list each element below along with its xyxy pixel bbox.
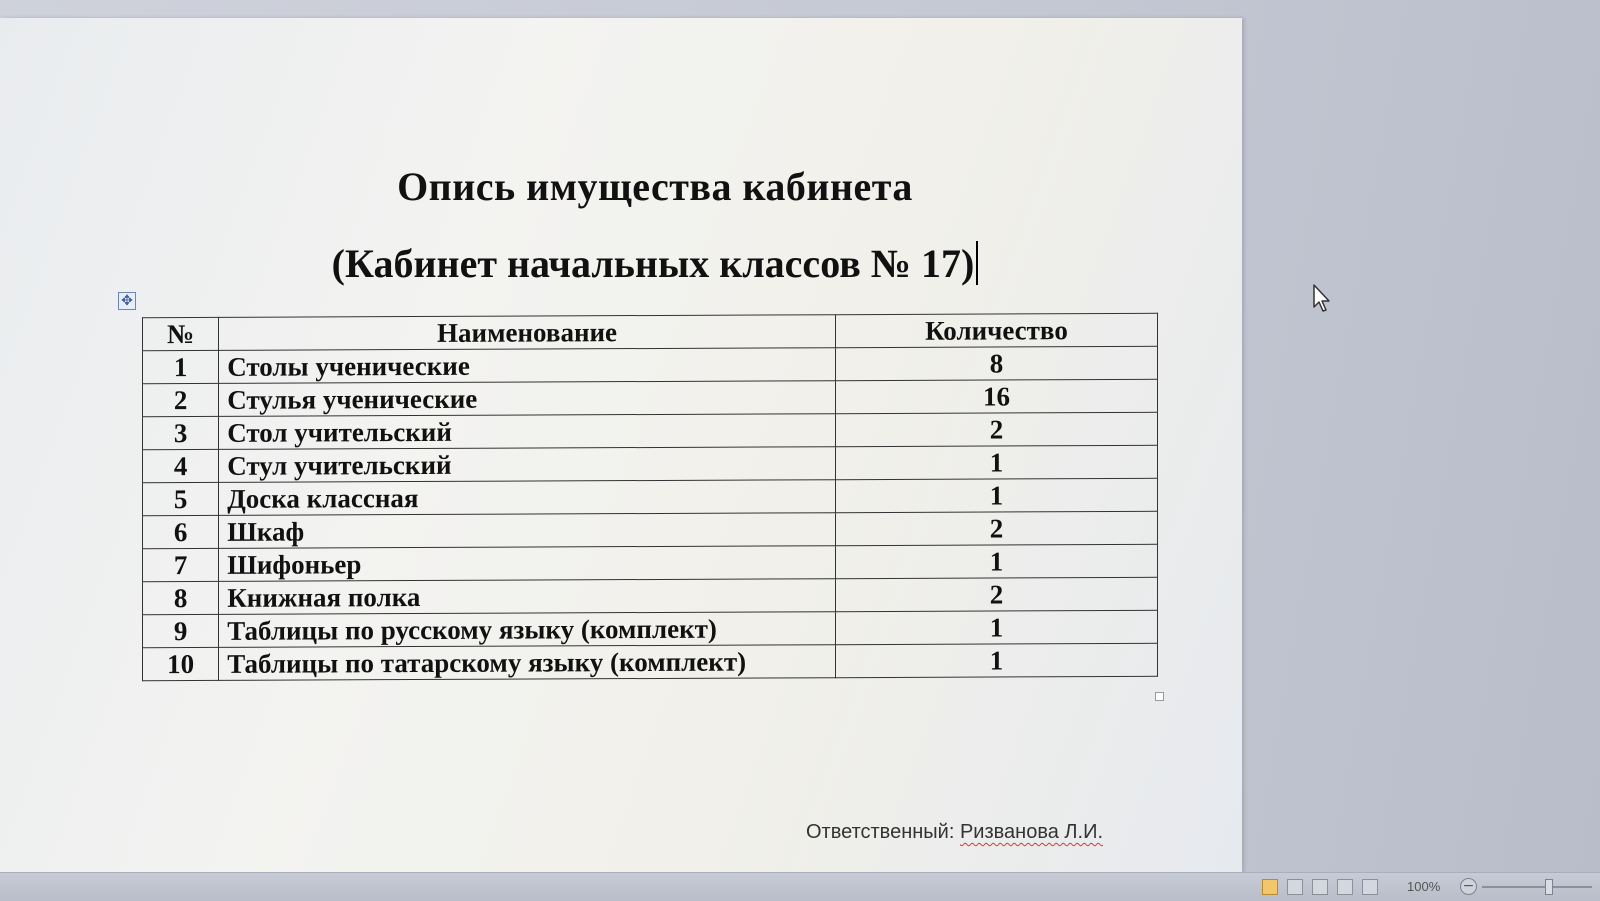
row-number[interactable]: 10 bbox=[143, 647, 219, 680]
row-number[interactable]: 1 bbox=[143, 350, 219, 383]
zoom-slider-track[interactable] bbox=[1482, 886, 1592, 888]
table-row bbox=[143, 445, 1158, 482]
row-quantity[interactable]: 2 bbox=[835, 412, 1157, 446]
row-name[interactable]: Шифоньер bbox=[219, 546, 836, 582]
move-cross-icon[interactable]: ✥ bbox=[118, 292, 136, 310]
document-subtitle-text: (Кабинет начальных классов № 17) bbox=[331, 241, 975, 286]
row-number[interactable]: 7 bbox=[143, 548, 219, 581]
row-quantity[interactable]: 16 bbox=[835, 379, 1157, 413]
row-name[interactable]: Книжная полка bbox=[219, 579, 836, 615]
row-name[interactable]: Доска классная bbox=[219, 480, 836, 516]
table-row bbox=[143, 379, 1158, 416]
row-number[interactable]: 4 bbox=[143, 449, 219, 482]
table-row bbox=[143, 577, 1158, 614]
document-subtitle bbox=[0, 240, 1310, 287]
row-name[interactable]: Шкаф bbox=[219, 513, 836, 549]
row-name[interactable]: Столы ученические bbox=[219, 348, 836, 384]
row-quantity[interactable]: 8 bbox=[835, 346, 1157, 380]
web-layout-view-button[interactable] bbox=[1312, 879, 1328, 895]
table-row bbox=[143, 511, 1158, 548]
table-row bbox=[143, 478, 1158, 515]
row-number[interactable]: 8 bbox=[143, 581, 219, 614]
row-name[interactable]: Таблицы по русскому языку (комплект) bbox=[219, 612, 836, 648]
row-name[interactable]: Стул учительский bbox=[219, 447, 836, 483]
row-quantity[interactable]: 1 bbox=[835, 610, 1157, 644]
row-number[interactable]: 3 bbox=[143, 416, 219, 449]
row-quantity[interactable]: 1 bbox=[835, 544, 1157, 578]
row-number[interactable]: 5 bbox=[143, 482, 219, 515]
zoom-level[interactable]: 100% bbox=[1407, 879, 1441, 894]
table-row bbox=[143, 544, 1158, 581]
header-number: № bbox=[143, 317, 219, 350]
outline-view-button[interactable] bbox=[1337, 879, 1353, 895]
header-quantity: Количество bbox=[835, 313, 1157, 347]
table-row bbox=[143, 412, 1158, 449]
text-caret bbox=[976, 241, 978, 285]
status-bar bbox=[0, 872, 1600, 901]
document-title: Опись имущества кабинета bbox=[397, 164, 913, 209]
inventory-table bbox=[142, 313, 1158, 681]
row-name[interactable]: Стол учительский bbox=[219, 414, 836, 450]
draft-view-button[interactable] bbox=[1362, 879, 1378, 895]
full-screen-reading-view-button[interactable] bbox=[1287, 879, 1303, 895]
row-quantity[interactable]: 1 bbox=[835, 445, 1157, 479]
row-name[interactable]: Таблицы по татарскому языку (комплект) bbox=[219, 645, 836, 681]
table-row bbox=[143, 346, 1158, 383]
print-layout-view-button[interactable] bbox=[1262, 879, 1278, 895]
document-page[interactable] bbox=[0, 18, 1242, 873]
row-quantity[interactable]: 2 bbox=[835, 511, 1157, 545]
zoom-slider-thumb[interactable] bbox=[1545, 879, 1553, 895]
responsible-label: Ответственный: bbox=[806, 821, 955, 843]
row-number[interactable]: 2 bbox=[143, 383, 219, 416]
responsible-line bbox=[806, 821, 1103, 844]
responsible-name: Ризванова Л.И. bbox=[959, 821, 1104, 843]
row-number[interactable]: 9 bbox=[143, 614, 219, 647]
table-resize-handle[interactable] bbox=[1155, 692, 1164, 701]
zoom-out-button[interactable]: − bbox=[1460, 878, 1477, 895]
header-name: Наименование bbox=[219, 315, 836, 351]
row-name[interactable]: Стулья ученические bbox=[219, 381, 836, 417]
table-header-row bbox=[143, 313, 1158, 350]
arrow-cursor-icon bbox=[1312, 283, 1334, 313]
table-row bbox=[143, 643, 1158, 680]
row-quantity[interactable]: 2 bbox=[835, 577, 1157, 611]
row-quantity[interactable]: 1 bbox=[835, 643, 1157, 677]
row-quantity[interactable]: 1 bbox=[835, 478, 1157, 512]
row-number[interactable]: 6 bbox=[143, 515, 219, 548]
table-row bbox=[143, 610, 1158, 647]
